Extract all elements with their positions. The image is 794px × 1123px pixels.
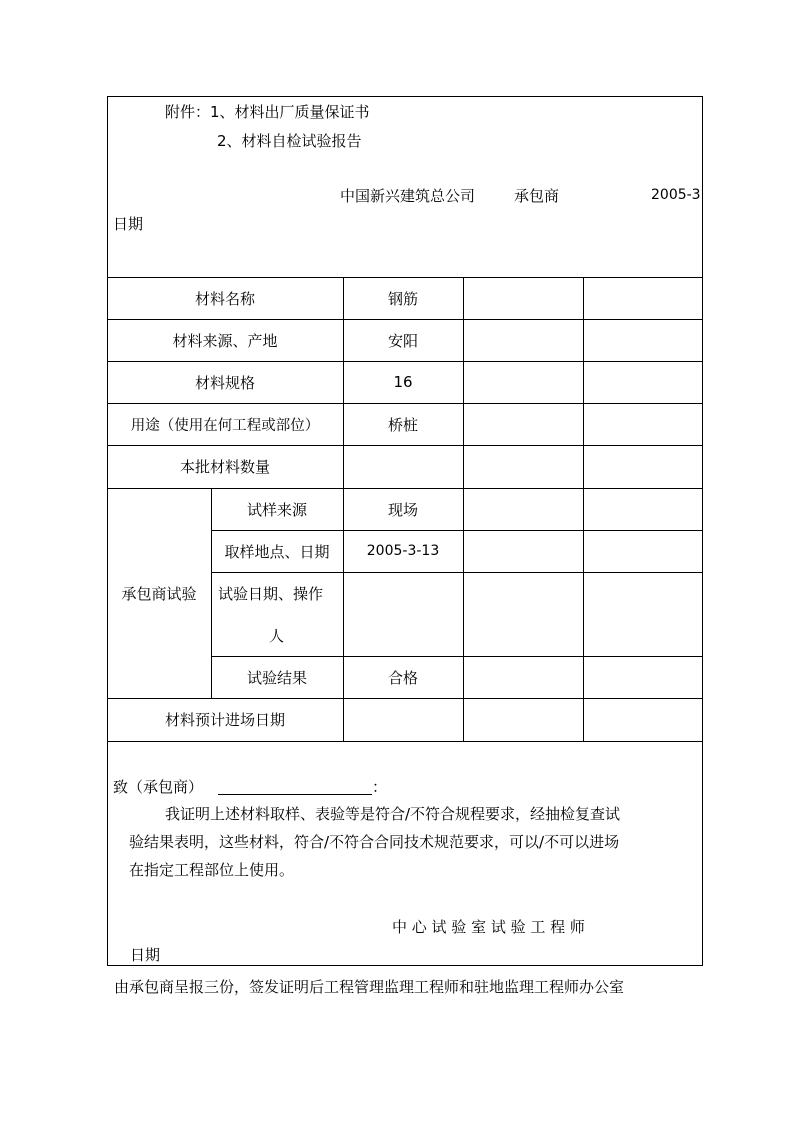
header-date-label: 日期 <box>113 215 144 233</box>
row-label-material-name: 材料名称 <box>194 289 255 308</box>
to-colon: ： <box>372 778 388 796</box>
company-name: 中国新兴建筑总公司 <box>340 187 476 205</box>
certification-text-line-3: 在指定工程部位上使用。 <box>129 861 295 879</box>
value-material-name: 钢筋 <box>387 289 418 308</box>
row-label-material-spec: 材料规格 <box>194 373 255 392</box>
row-label-usage: 用途（使用在何工程或部位） <box>130 417 320 434</box>
value-sample-source: 现场 <box>387 500 418 519</box>
contractor-label: 承包商 <box>514 187 560 205</box>
value-material-spec: 16 <box>393 373 413 391</box>
row-label-material-source: 材料来源、产地 <box>172 331 278 350</box>
to-contractor-label: 致（承包商） <box>113 778 204 796</box>
sub-label-test-result: 试验结果 <box>246 668 307 687</box>
distribution-note: 由承包商呈报三份，签发证明后工程管理监理工程师和驻地监理工程师办公室 <box>114 978 625 996</box>
grid-line <box>583 277 584 741</box>
sub-label-test-date-operator-cont: 人 <box>269 627 285 645</box>
header-date-value: 2005-3 <box>651 187 701 203</box>
grid-line <box>463 277 464 741</box>
certification-text-line-2: 验结果表明，这些材料，符合/不符合合同技术规范要求，可以/不可以进场 <box>129 833 620 851</box>
signer-date-label: 日期 <box>130 946 161 964</box>
sub-label-test-date-operator: 试验日期、操作 <box>218 585 324 603</box>
group-label-contractor-test: 承包商试验 <box>121 584 197 603</box>
signer-title: 中 心 试 验 室 试 验 工 程 师 <box>392 918 585 936</box>
value-test-result: 合格 <box>387 668 418 687</box>
value-sampling-date: 2005-3-13 <box>366 543 440 559</box>
contractor-name-blank <box>218 794 372 795</box>
row-label-expected-entry-date: 材料预计进场日期 <box>164 711 285 729</box>
certification-text-line-1: 我证明上述材料取样、表验等是符合/不符合规程要求，经抽检复查试 <box>165 805 621 823</box>
row-label-batch-quantity: 本批材料数量 <box>179 458 270 476</box>
attachment-line-2: 2、材料自检试验报告 <box>217 132 362 150</box>
value-usage: 桥桩 <box>387 415 418 434</box>
grid-line <box>107 741 703 742</box>
sub-label-sample-source: 试样来源 <box>246 500 307 519</box>
grid-line <box>211 572 703 573</box>
attachment-line-1: 附件：1、材料出厂质量保证书 <box>165 103 370 121</box>
sub-label-sampling-place-date: 取样地点、日期 <box>224 542 330 561</box>
value-material-source: 安阳 <box>387 331 418 350</box>
